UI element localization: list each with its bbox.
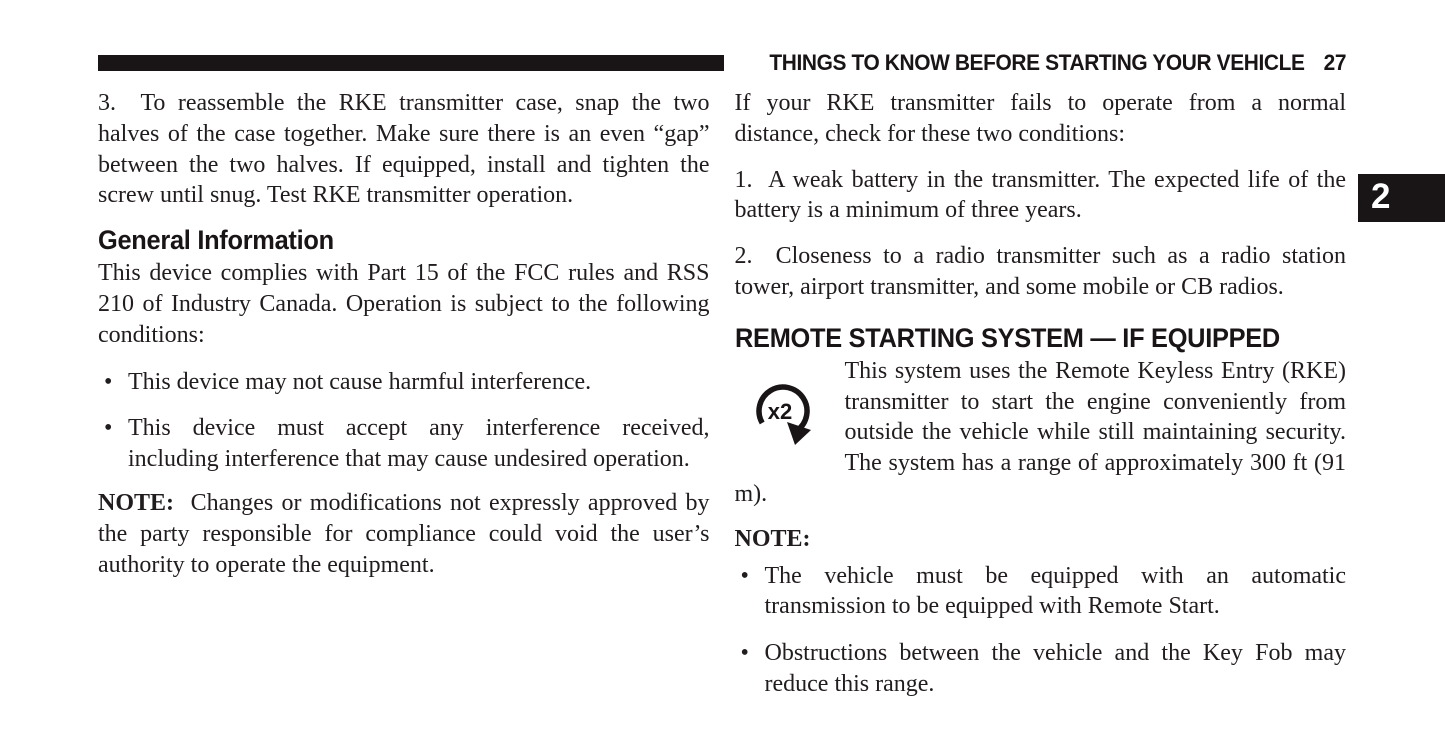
bullet-icon: •: [740, 640, 749, 667]
right-column: [735, 88, 1347, 700]
bullet-text: The vehicle must be equipped with an automatic transmission to be equipped with Remote Start.: [764, 562, 1346, 620]
condition-2-paragraph: 2. Closeness to a radio transmitter such as a radio station tower, airport transmitter, and some mobile or CB radios.: [734, 243, 1346, 300]
press-twice-icon: [751, 381, 815, 445]
running-head-title: THINGS TO KNOW BEFORE STARTING YOUR VEHICLE: [769, 49, 1305, 75]
running-head: [769, 50, 1346, 76]
rke-fail-paragraph: If your RKE transmitter fails to operate from a normal distance, check for these two conditions:: [734, 90, 1346, 147]
list-item: [735, 561, 1347, 623]
icon-float-box: [735, 356, 845, 466]
bullet-icon: •: [104, 415, 113, 442]
two-column-body: [98, 88, 1346, 700]
remote-starting-heading: REMOTE STARTING SYSTEM — IF EQUIPPED: [734, 322, 1280, 353]
note-label: NOTE:: [98, 489, 175, 516]
chapter-tab: 2: [1358, 174, 1445, 222]
page-number: 27: [1323, 49, 1346, 75]
page-header: [98, 49, 1346, 75]
bullet-text: Obstructions between the vehicle and the Key Fob may reduce this range.: [764, 640, 1346, 697]
condition-1-paragraph: 1. A weak battery in the transmitter. The expected life of the battery is a minimum of three years.: [734, 166, 1346, 224]
step-3-paragraph: 3. To reassemble the RKE transmitter case, snap the two halves of the case together. Make sure there is an even “gap” between the two halves. If equipped, install and tighten the screw until snug. Test RKE transmitter operation.: [98, 90, 710, 209]
x2-icon-label: x2: [767, 398, 792, 424]
remote-start-paragraph: [735, 356, 1347, 510]
note-text: Changes or modifications not expressly approved by the party responsible for compliance could void the user’s authority to operate the equipment.: [98, 489, 710, 578]
bullet-text: This device must accept any interference received, including interference that may cause undesired operation.: [128, 415, 710, 473]
header-rule-bar: [98, 55, 724, 71]
note-label: NOTE:: [734, 525, 811, 552]
remote-start-text: This system uses the Remote Keyless Entry (RKE) transmitter to start the engine conveniently from outside the vehicle while still maintaining security. The system has a range of approximately 300 ft (91 m).: [734, 357, 1346, 507]
bullet-icon: •: [104, 368, 113, 395]
fcc-paragraph: This device complies with Part 15 of the FCC rules and RSS 210 of Industry Canada. Operation is subject to the following conditions:: [98, 260, 710, 348]
list-item: [735, 638, 1347, 700]
general-information-heading: General Information: [98, 225, 334, 256]
left-column: [98, 88, 710, 700]
bullet-icon: •: [740, 562, 749, 589]
list-item: [98, 367, 710, 398]
bullet-text: This device may not cause harmful interference.: [128, 368, 592, 395]
note-paragraph: [98, 488, 710, 580]
list-item: [98, 413, 710, 475]
